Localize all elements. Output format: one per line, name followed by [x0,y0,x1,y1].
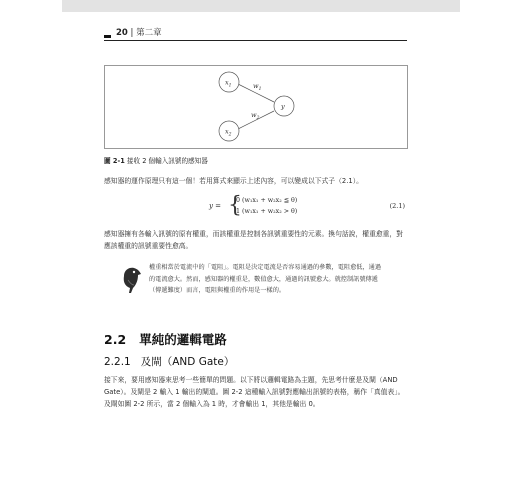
equation-number: (2.1) [389,202,405,210]
top-scan-band [62,0,460,12]
equation-case-1: 1 (w₁x₁ + w₂x₂ > θ) [236,208,298,215]
page-header [104,28,407,41]
header-text [116,28,162,38]
equation-case-0: 0 (w₁x₁ + w₂x₂ ≦ θ) [236,197,298,204]
header-marker [104,35,111,38]
section-heading [104,330,227,348]
intro-paragraph: 感知器的運作原理只有這一個！若用算式來顯示上述內容，可以變成以下式子（2.1）。 [104,177,363,185]
weights-paragraph: 感知器擁有各輸入訊號的原有權重，而該權重是控制各訊號重要性的元素。換句話說，權重愈重，對應該權重的訊號重要性愈高。 [104,230,404,250]
node-x2 [219,121,239,141]
node-x1-label: $x_1$ [225,78,232,89]
equation-2-1 [104,194,408,220]
equation-brace: { [228,193,242,218]
body-paragraph: 接下來，要用感知器來思考一些簡單的問題。以下將以邏輯電路為主題，先思考什麼是及閘（AND Gate）。及閘是 2 輸入 1 輸出的閘道。圖 2-2 這種輸入訊號對應輸出訊號的表格，稱作「真值表」。及閘如圖 2-2 所示，當 2 個輸入為 1 時，才會輸出 1，其他是輸出 0。 [104,376,405,408]
node-y-label: y [281,102,285,111]
subsection-title: 及閘（AND Gate） [140,356,235,368]
section-number: 2.2 [104,332,127,347]
node-x2-label: $x_2$ [225,127,232,138]
side-note-text: 權重相當於電流中的「電阻」。電阻是決定電流是否容易通過的參數，電阻愈低，通過的電流愈大。然而，感知器的權重是，數值愈大，通過的訊號愈大。就控制訊號傳遞（傳遞難度）而言，電阻與權重的作用是一樣的。 [149,264,382,295]
figure-caption [104,155,208,165]
equation-lhs: y = [209,202,222,210]
figure-caption-label: 圖 2-1 [104,157,125,165]
subsection-heading [104,354,234,369]
weight-w1-label: $w_1$ [253,82,262,92]
chapter-title: 第二章 [136,28,162,38]
header-separator: | [130,28,137,38]
perceptron-diagram [105,66,407,148]
weight-w2-label: $w_2$ [251,111,260,121]
crow-icon [119,264,143,294]
figure-caption-text: 接收 2 個輸入訊號的感知器 [126,157,208,165]
node-x1 [219,72,239,92]
page-number: 20 [116,28,128,38]
subsection-number: 2.2.1 [104,356,131,368]
section-title: 單純的邏輯電路 [139,332,227,347]
perceptron-figure [104,65,408,149]
